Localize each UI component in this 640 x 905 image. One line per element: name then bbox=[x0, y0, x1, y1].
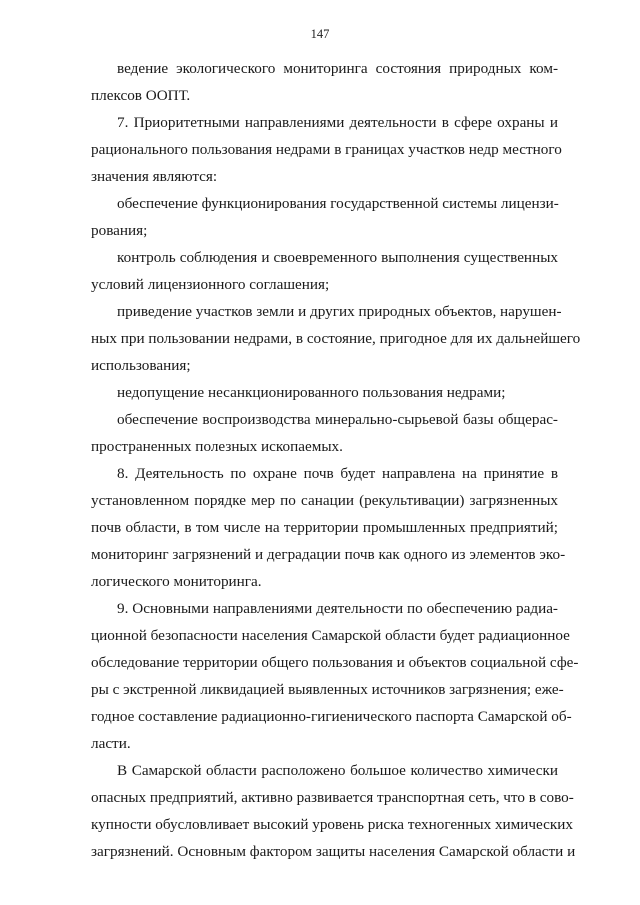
text-line: обследование территории общего пользования и объектов социальной сфе- bbox=[91, 654, 579, 671]
text-line: 8. Деятельность по охране почв будет направлена на принятие в bbox=[117, 465, 558, 482]
text-line: приведение участков земли и других природных объектов, нарушен- bbox=[117, 303, 562, 320]
text-line: почв области, в том числе на территории промышленных предприятий; bbox=[91, 519, 558, 536]
text-line: рационального пользования недрами в границах участков недр местного bbox=[91, 141, 562, 158]
page-number: 147 bbox=[310, 27, 330, 41]
text-line: обеспечение воспроизводства минерально-сырьевой базы общерас- bbox=[117, 411, 558, 428]
text-line: недопущение несанкционированного пользования недрами; bbox=[117, 384, 506, 401]
text-line: 9. Основными направлениями деятельности по обеспечению радиа- bbox=[117, 600, 558, 617]
text-line: условий лицензионного соглашения; bbox=[91, 276, 330, 293]
text-line: мониторинг загрязнений и деградации почв как одного из элементов эко- bbox=[91, 546, 566, 563]
text-line: обеспечение функционирования государственной системы лицензи- bbox=[117, 195, 559, 212]
text-line: значения являются: bbox=[91, 168, 218, 185]
text-line: плексов ООПТ. bbox=[91, 87, 191, 104]
text-line: контроль соблюдения и своевременного выполнения существенных bbox=[117, 249, 558, 266]
text-line: установленном порядке мер по санации (рекультивации) загрязненных bbox=[91, 492, 558, 509]
text-line: пространенных полезных ископаемых. bbox=[91, 438, 343, 455]
text-line: купности обусловливает высокий уровень риска техногенных химических bbox=[91, 816, 574, 833]
text-line: ведение экологического мониторинга состояния природных ком- bbox=[117, 60, 558, 77]
text-line: ционной безопасности населения Самарской области будет радиационное bbox=[91, 627, 570, 644]
text-line: логического мониторинга. bbox=[91, 573, 262, 590]
text-line: 7. Приоритетными направлениями деятельности в сфере охраны и bbox=[117, 114, 558, 131]
text-line: В Самарской области расположено большое количество химически bbox=[117, 762, 558, 779]
text-line: ласти. bbox=[91, 735, 131, 752]
text-line: использования; bbox=[91, 357, 191, 374]
text-line: ных при пользовании недрами, в состояние, пригодное для их дальнейшего bbox=[91, 330, 581, 347]
text-line: ры с экстренной ликвидацией выявленных источников загрязнения; еже- bbox=[91, 681, 564, 698]
text-line: рования; bbox=[91, 222, 148, 239]
text-line: годное составление радиационно-гигиенического паспорта Самарской об- bbox=[91, 708, 572, 725]
text-line: опасных предприятий, активно развивается транспортная сеть, что в сово- bbox=[91, 789, 574, 806]
text-line: загрязнений. Основным фактором защиты населения Самарской области и bbox=[91, 843, 576, 860]
